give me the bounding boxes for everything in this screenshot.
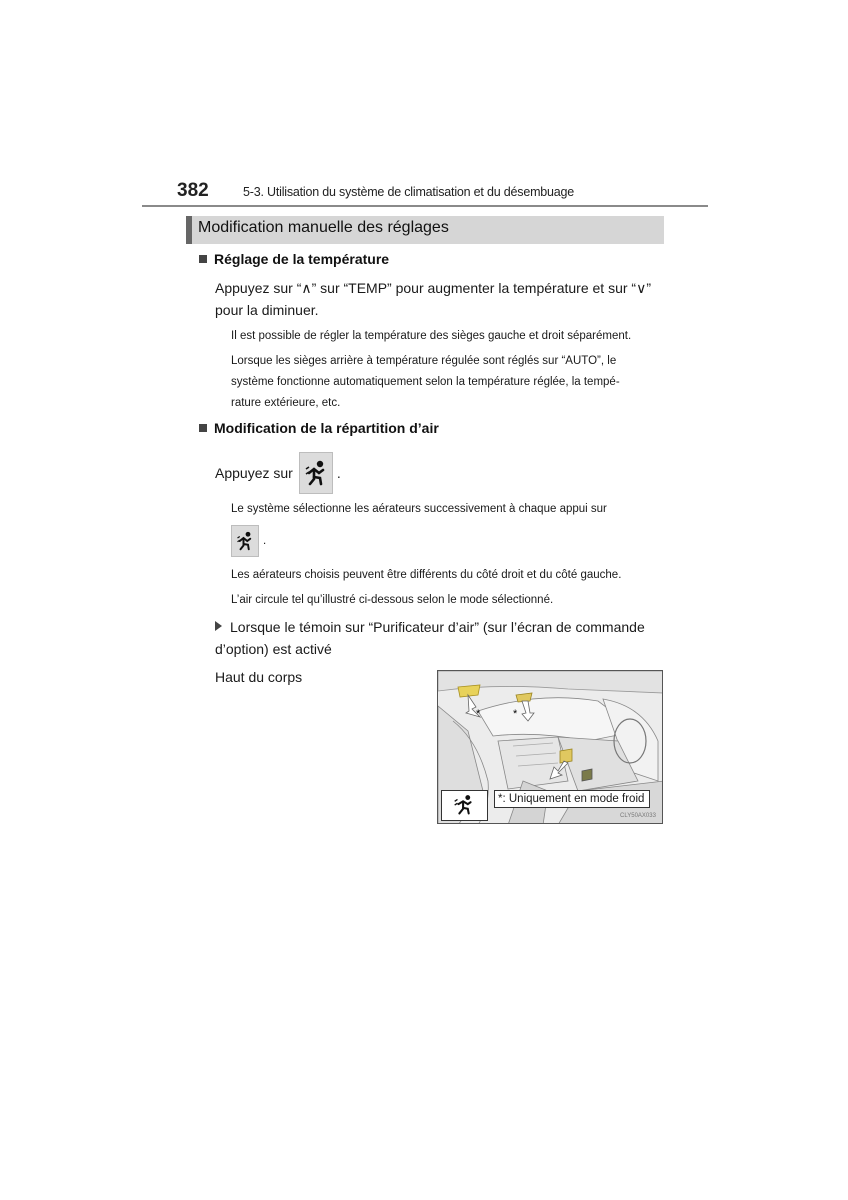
figure-code: CLY50AX033 (620, 813, 656, 819)
header-divider (142, 205, 708, 207)
airflow-mode-icon (299, 452, 333, 494)
airflow-note-1-suffix: . (263, 534, 267, 547)
airflow-press-suffix: . (336, 465, 341, 481)
airflow-heading-text: Modification de la répartition d’air (214, 420, 439, 436)
airflow-condition-line2: d’option) est activé (215, 641, 332, 657)
bullet-square-icon (199, 255, 207, 263)
legend-mode-icon-box (441, 790, 488, 821)
figure-legend: *: Uniquement en mode froid (494, 790, 650, 808)
mode-label: Haut du corps (215, 669, 303, 685)
temperature-heading-text: Réglage de la température (214, 251, 390, 267)
temperature-note-2-line3: rature extérieure, etc. (231, 397, 341, 409)
temperature-note-2-line1: Lorsque les sièges arrière à température régulée sont réglés sur “AUTO”, le (231, 355, 617, 367)
airflow-mode-small-icon (231, 525, 259, 557)
airflow-note-1-icon-line (231, 525, 266, 557)
temperature-instruction-line2: pour la diminuer. (215, 302, 319, 318)
section-title: Modification manuelle des réglages (198, 219, 449, 236)
temperature-note-2-line2: système fonctionne automatiquement selon la température réglée, la tempé- (231, 376, 620, 388)
temperature-instruction (215, 277, 660, 321)
airflow-press-label: Appuyez sur (215, 465, 293, 481)
figure-star-right: * (513, 708, 518, 720)
airflow-condition (215, 616, 661, 660)
airflow-heading (199, 420, 439, 436)
airflow-note-2: Les aérateurs choisis peuvent être différents du côté droit et du côté gauche. (231, 569, 622, 581)
temperature-note-2 (231, 351, 661, 414)
airflow-note-3: L’air circule tel qu’illustré ci-dessous selon le mode sélectionné. (231, 594, 554, 606)
airflow-condition-line1-text: Lorsque le témoin sur “Purificateur d’air” (sur l’écran de commande (230, 619, 645, 635)
airflow-condition-line1 (215, 616, 661, 638)
temperature-instruction-line1: Appuyez sur “∧” sur “TEMP” pour augmenter la température et sur “∨” (215, 280, 651, 296)
temperature-heading (199, 251, 389, 267)
figure-star-left: * (476, 708, 481, 720)
airflow-press-instruction (215, 452, 341, 494)
page-number: 382 (177, 180, 209, 201)
temperature-note-1: Il est possible de régler la température des sièges gauche et droit séparément. (231, 330, 632, 342)
airflow-note-1-line1: Le système sélectionne les aérateurs successivement à chaque appui sur (231, 503, 607, 515)
chapter-title: 5-3. Utilisation du système de climatisation et du désembuage (243, 185, 575, 199)
bullet-triangle-icon (215, 621, 222, 631)
bullet-square-icon (199, 424, 207, 432)
airflow-upper-body-icon (442, 791, 487, 820)
